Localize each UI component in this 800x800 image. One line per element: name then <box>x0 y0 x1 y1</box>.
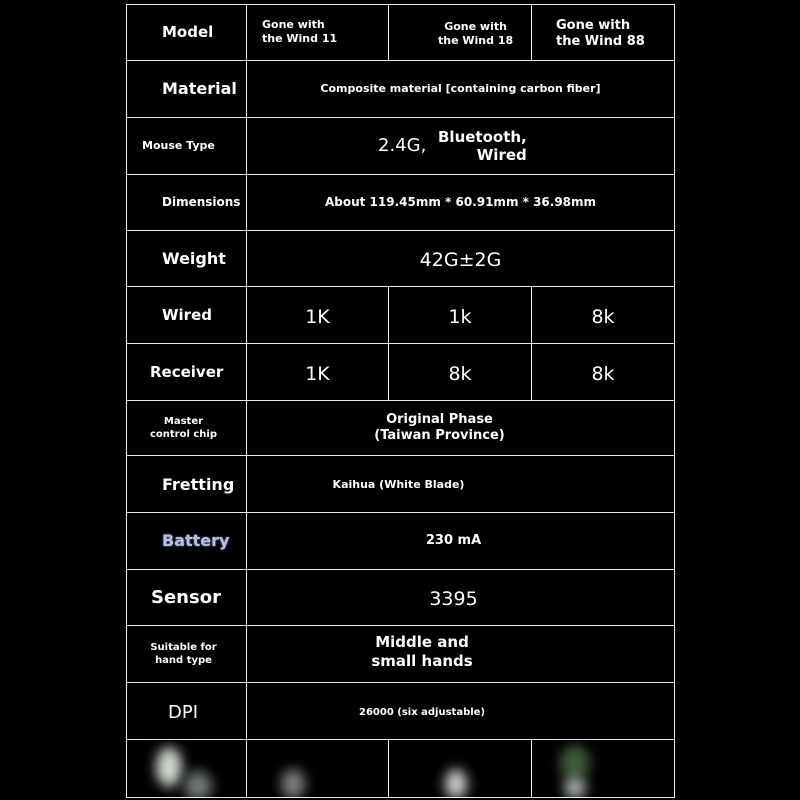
sensor-value: 3395 <box>429 588 478 610</box>
table-border-bottom <box>126 797 675 798</box>
hand-type-value: Middle and small hands <box>371 633 473 670</box>
dimensions-value: About 119.45mm * 60.91mm * 36.98mm <box>324 195 597 209</box>
header-model-label: Model <box>162 23 214 41</box>
battery-label: Battery <box>162 531 230 550</box>
column-divider-1 <box>388 4 389 60</box>
product-thumbnail <box>126 741 246 797</box>
sensor-label: Sensor <box>151 586 221 608</box>
mouse-type-label: Mouse Type <box>142 139 215 152</box>
header-model-3: Gone with the Wind 88 <box>556 18 645 49</box>
table-border-left <box>126 4 127 798</box>
hand-type-label: Suitable for hand type <box>150 642 217 666</box>
weight-label: Weight <box>162 248 226 268</box>
weight-value: 42G±2G <box>419 249 502 271</box>
product-thumbnail <box>247 741 367 797</box>
column-divider-2 <box>531 4 532 60</box>
product-thumbnail <box>532 741 652 797</box>
wired-label: Wired <box>162 305 212 324</box>
receiver-value-2: 8k <box>448 362 472 385</box>
receiver-label: Receiver <box>150 362 224 381</box>
chip-label: Master control chip <box>149 415 218 440</box>
material-label: Material <box>162 79 237 98</box>
table-border-right <box>674 4 675 798</box>
wired-value-1: 1K <box>305 305 330 328</box>
fretting-value: Kaihua (White Blade) <box>332 478 465 491</box>
battery-value: 230 mA <box>425 533 482 548</box>
header-model-1: Gone with the Wind 11 <box>262 18 338 45</box>
receiver-value-3: 8k <box>591 362 615 385</box>
chip-value: Original Phase (Taiwan Province) <box>374 411 505 443</box>
dpi-value: 26000 (six adjustable) <box>358 707 486 718</box>
fretting-label: Fretting <box>162 475 235 494</box>
material-value: Composite material [containing carbon fiber] <box>320 82 601 95</box>
header-model-2: Gone with the Wind 18 <box>438 20 514 47</box>
mouse-type-value-b: Bluetooth, Wired <box>438 127 527 164</box>
dimensions-label: Dimensions <box>162 195 241 209</box>
mouse-type-value-a: 2.4G, <box>378 135 427 156</box>
spec-table <box>126 4 675 798</box>
receiver-value-1: 1K <box>305 362 330 385</box>
wired-value-3: 8k <box>591 305 615 328</box>
product-thumbnail <box>389 741 509 797</box>
row-divider <box>126 682 675 683</box>
dpi-label: DPI <box>168 702 199 723</box>
wired-value-2: 1k <box>448 305 472 328</box>
